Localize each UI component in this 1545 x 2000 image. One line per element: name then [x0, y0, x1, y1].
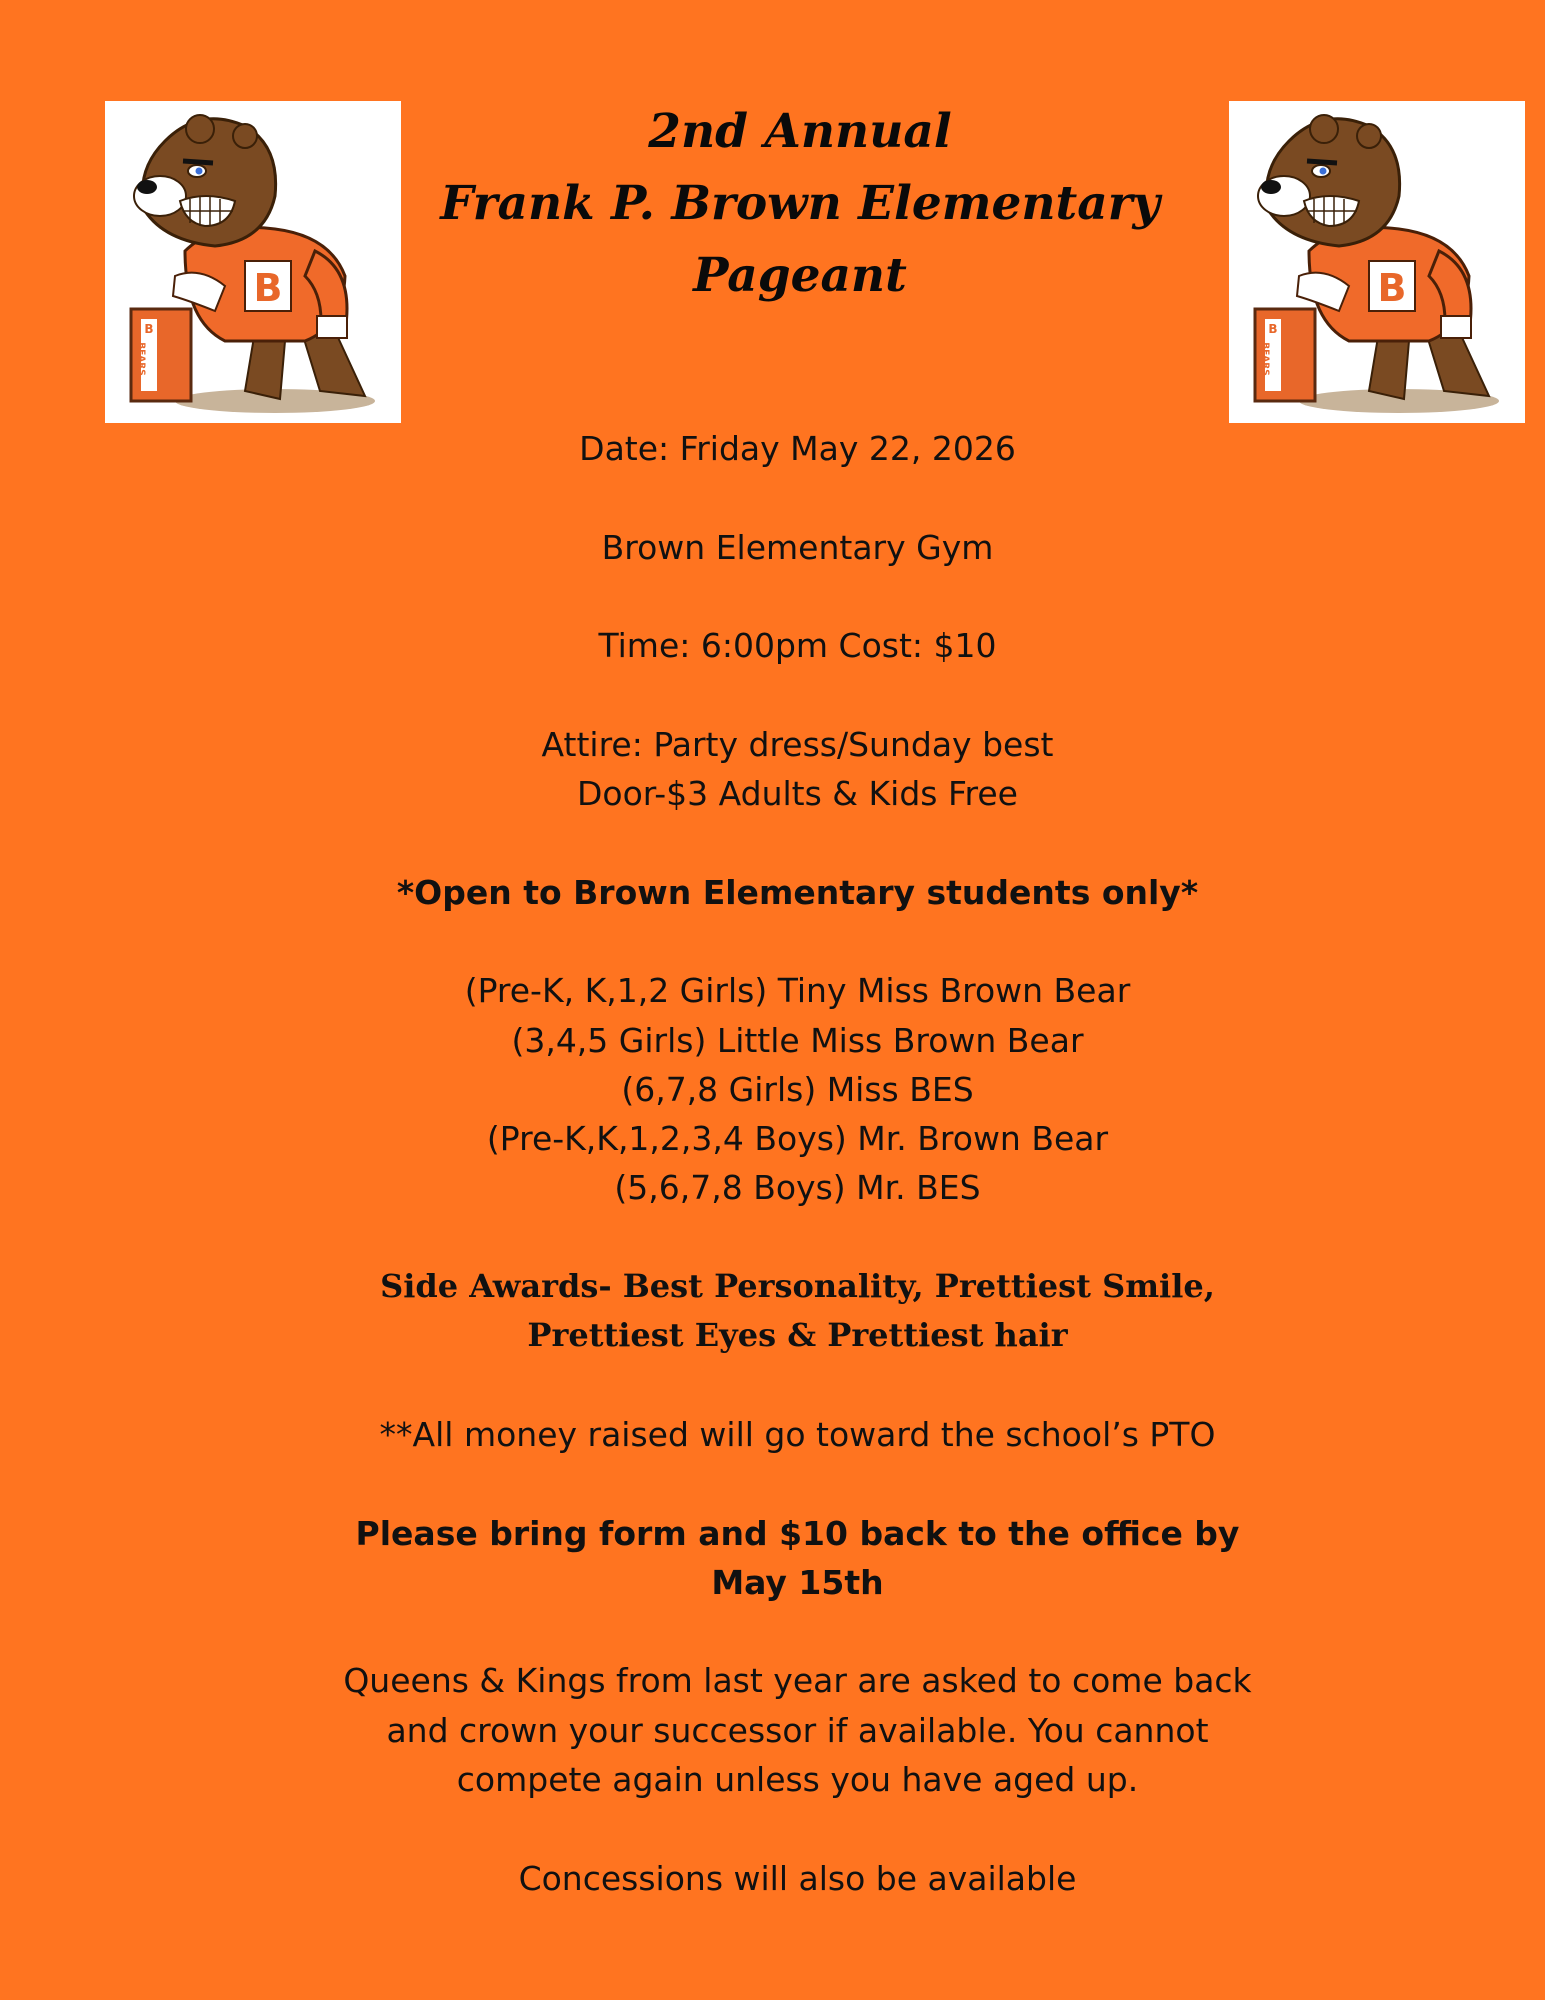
pageant-title	[420, 96, 1180, 312]
bear-mascot-icon	[105, 101, 401, 423]
bear-mascot-icon	[1229, 101, 1525, 423]
bears-text: BEARS	[1260, 342, 1270, 376]
door-admission: Door-$3 Adults & Kids Free	[577, 774, 1018, 814]
side-awards-line-1: Side Awards- Best Personality, Prettiest Smile,	[380, 1267, 1215, 1306]
bear-mascot-logo-left	[105, 101, 401, 423]
category-item: (6,7,8 Girls) Miss BES	[621, 1069, 974, 1109]
returning-line-1: Queens & Kings from last year are asked to come back	[343, 1661, 1252, 1701]
block-letter-b: B	[1268, 322, 1278, 336]
event-attire: Attire: Party dress/Sunday best	[541, 724, 1054, 764]
side-awards-line-2: Prettiest Eyes & Prettiest hair	[527, 1316, 1068, 1355]
concessions-note: Concessions will also be available	[518, 1858, 1077, 1898]
event-date: Date: Friday May 22, 2026	[579, 429, 1016, 468]
chest-letter-b: B	[253, 266, 283, 310]
category-item: (Pre-K, K,1,2 Girls) Tiny Miss Brown Bear	[464, 971, 1131, 1011]
title-line-2: Frank P. Brown Elementary	[440, 176, 1160, 231]
deadline-line-1: Please bring form and $10 back to the office by	[355, 1513, 1240, 1553]
pto-note: **All money raised will go toward the school’s PTO	[379, 1414, 1216, 1454]
title-line-3: Pageant	[693, 248, 907, 303]
block-letter-b: B	[144, 322, 154, 336]
returning-line-2: and crown your successor if available. You cannot	[386, 1710, 1209, 1750]
event-location: Brown Elementary Gym	[601, 527, 994, 567]
bear-mascot-logo-right	[1229, 101, 1525, 423]
chest-letter-b: B	[1377, 266, 1407, 310]
category-item: (Pre-K,K,1,2,3,4 Boys) Mr. Brown Bear	[486, 1119, 1109, 1159]
event-time-cost: Time: 6:00pm Cost: $10	[598, 626, 997, 666]
title-line-1: 2nd Annual	[648, 104, 952, 159]
category-item: (3,4,5 Girls) Little Miss Brown Bear	[511, 1020, 1084, 1060]
eligibility-note: *Open to Brown Elementary students only*	[396, 872, 1199, 912]
bears-text: BEARS	[136, 342, 146, 376]
category-item: (5,6,7,8 Boys) Mr. BES	[614, 1168, 981, 1208]
flyer-body	[200, 424, 1395, 1903]
deadline-line-2: May 15th	[711, 1562, 884, 1602]
returning-line-3: compete again unless you have aged up.	[456, 1760, 1139, 1800]
